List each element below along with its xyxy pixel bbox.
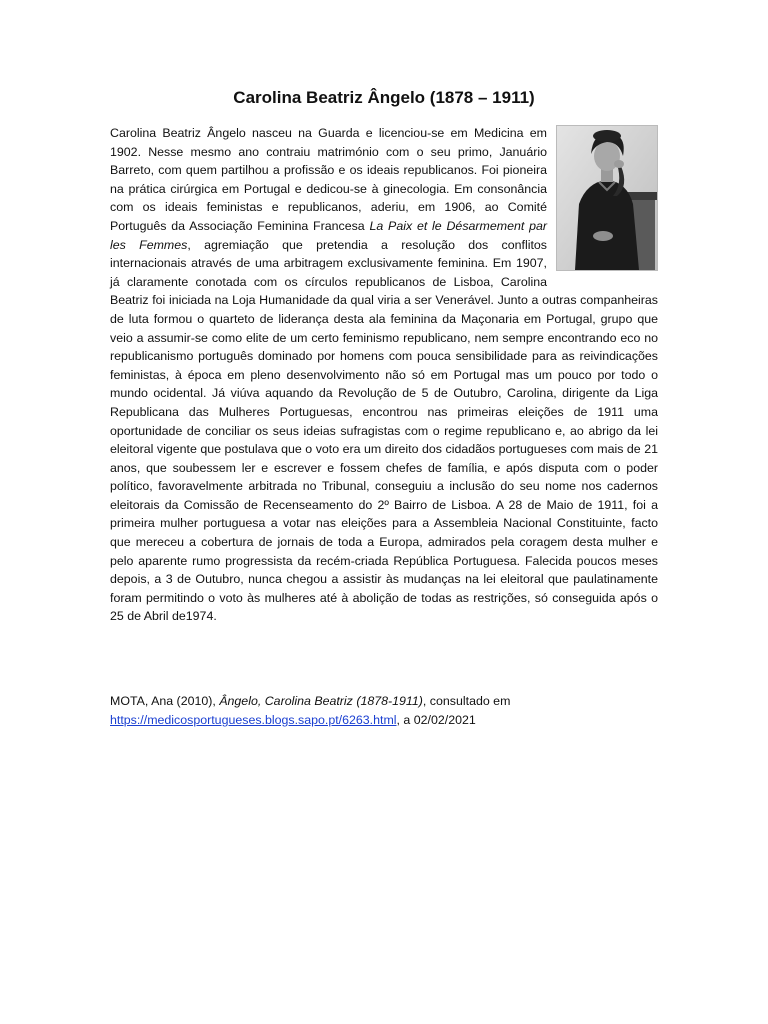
biography-paragraph-start: Carolina Beatriz Ângelo nasceu na Guarda e licenciou-se em Medicina em 1902. Nesse mesmo ano contraiu matrimónio com o seu primo, Januário Barreto, com quem partilhou a profissão e os ideais republicanos. Foi pioneira na prática cirúrgica em Portugal e dedicou-se à ginecologia. Em consonância com os ideais feministas e republicanos, aderiu, em 1906, ao Comité Português da Associação Feminina Francesa [110,126,547,233]
portrait-image [557,126,657,270]
association-name-italic: La Paix et le Désarmement par les Femmes [110,218,547,252]
reference-title: Ângelo, Carolina Beatriz (1878-1911) [219,694,423,708]
biography-paragraph-end: , agremiação que pretendia a resolução dos conflitos internacionais através de uma arbitragem exclusivamente feminina. Em 1907, já claramente conotada com os círculos republicanos de Lisboa, Carolina Beatriz foi iniciada na Loja Humanidade da qual viria a ser Venerável. Junto a outras companheiras de luta formou o quarteto de liderança desta ala feminina da Maçonaria em Portugal, grupo que veio a assumir-se como elite de um certo feminismo republicano, nem sempre encontrando eco no republicanismo português dominado por homens com pouca sensibilidade para as reivindicações feministas, à época em pleno desenvolvimento não só em Portugal mas um pouco por todo o mundo ocidental. Já viúva aquando da Revolução de 5 de Outubro, Carolina, dirigente da Liga Republicana das Mulheres Portuguesas, encontrou nas primeiras eleições de 1911 uma oportunidade de conciliar os seus ideias sufragistas com o regime republicano e, ao abrigo da lei eleitoral vigente que postulava que o voto era um direito dos cidadãos portugueses com mais de 21 anos, que soubessem ler e escrever e fossem chefes de família, e após disputa com o poder político, favoravelmente arbitrada no Tribunal, conseguiu a inclusão do seu nome nos cadernos eleitorais da Comissão de Recenseamento do 2º Bairro de Lisboa. A 28 de Maio de 1911, foi a primeira mulher portuguesa a votar nas eleições para a Assembleia Nacional Constituinte, facto que mereceu a cobertura de jornais de toda a Europa, admirados pela coragem desta mulher e pelo aparente rumo progressista da recém-criada República Portuguesa. Falecida poucos meses depois, a 3 de Outubro, nunca chegou a assistir às mudanças na lei eleitoral que paulatinamente foram permitindo o voto às mulheres até à abolição de todas as restrições, só conseguida após o 25 de Abril de1974. [110,237,658,624]
portrait-photo [556,125,658,271]
reference-link[interactable]: https://medicosportugueses.blogs.sapo.pt/6263.html [110,713,397,727]
reference-date: , a 02/02/2021 [396,713,476,727]
reference-author: MOTA, Ana (2010), [110,694,220,708]
biography-text [110,124,658,626]
reference-citation [110,692,670,730]
page-title: Carolina Beatriz Ângelo (1878 – 1911) [233,88,535,107]
reference-consulted: , consultado em [422,694,511,708]
